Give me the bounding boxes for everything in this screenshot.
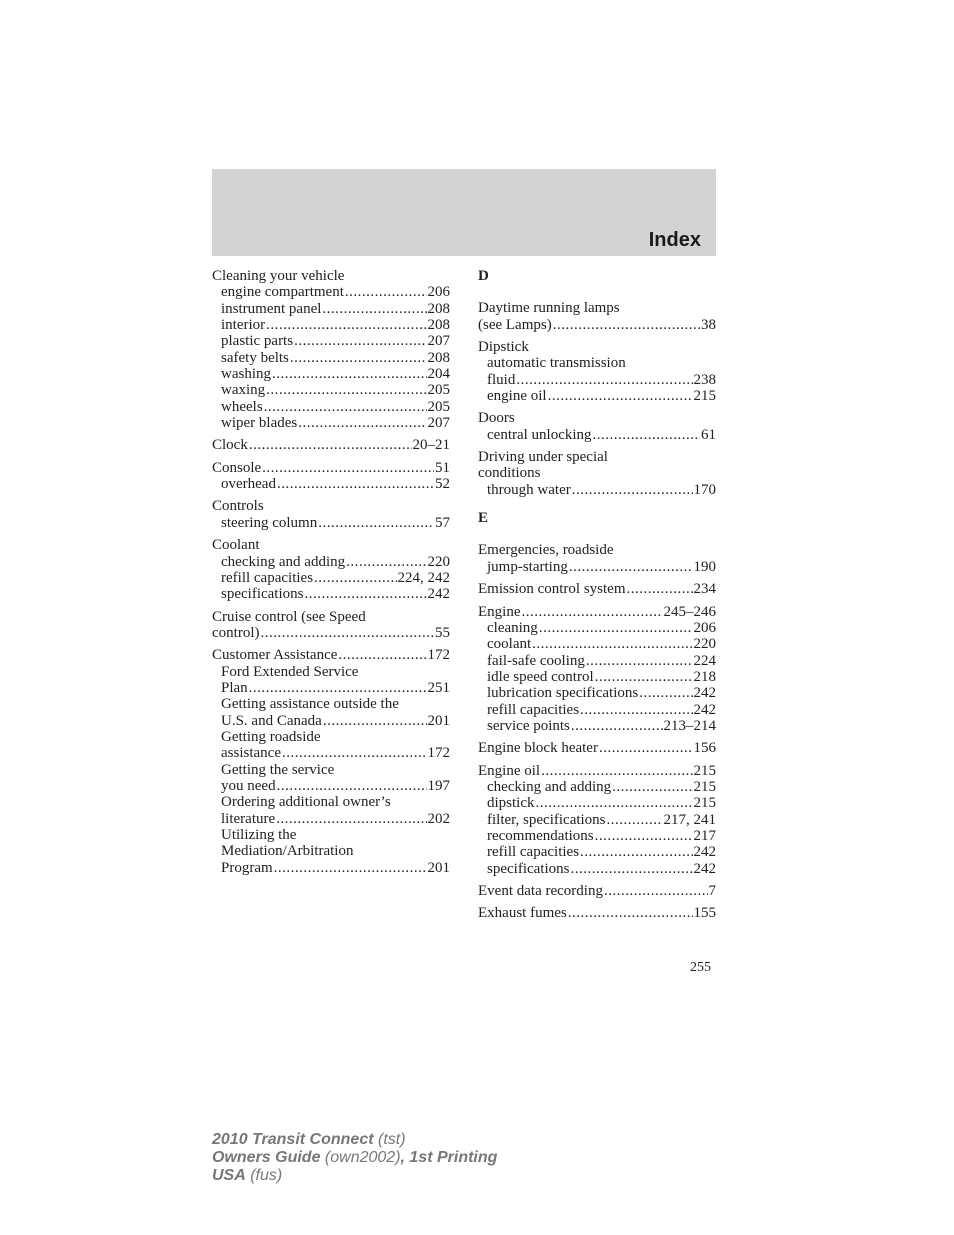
index-subentry bbox=[212, 366, 450, 382]
dot-leader bbox=[264, 399, 427, 415]
index-entry bbox=[478, 604, 716, 735]
dot-leader bbox=[276, 811, 426, 827]
entry-text: lubrication specifications bbox=[487, 685, 639, 702]
page-reference: 217 bbox=[693, 827, 716, 844]
index-subentry bbox=[478, 828, 716, 844]
entry-text: U.S. and Canada bbox=[221, 712, 322, 729]
index-subentry bbox=[212, 713, 450, 729]
entry-text: Doors bbox=[478, 410, 515, 427]
index-entry bbox=[212, 437, 450, 453]
index-entry bbox=[478, 905, 716, 921]
index-term bbox=[478, 317, 716, 333]
footer-line-3: USA (fus) bbox=[212, 1167, 283, 1184]
dot-leader bbox=[249, 437, 412, 453]
index-subentry bbox=[212, 317, 450, 333]
entry-text: Emission control system bbox=[478, 581, 626, 598]
entry-text: refill capacities bbox=[487, 844, 580, 861]
dot-leader bbox=[580, 844, 692, 860]
index-subentry bbox=[212, 476, 450, 492]
entry-text: through water bbox=[487, 481, 571, 498]
index-entry bbox=[212, 609, 450, 642]
index-subentry bbox=[212, 745, 450, 761]
page-reference: 215 bbox=[693, 762, 716, 779]
dot-leader bbox=[322, 301, 426, 317]
page-title: Index bbox=[648, 229, 701, 251]
index-subentry bbox=[478, 636, 716, 652]
dot-leader bbox=[294, 333, 426, 349]
entry-text: Getting the service bbox=[221, 761, 335, 778]
dot-leader bbox=[304, 586, 426, 602]
dot-leader bbox=[572, 482, 693, 498]
dot-leader bbox=[571, 718, 663, 734]
entry-text: specifications bbox=[221, 586, 304, 603]
index-subentry bbox=[478, 559, 716, 575]
entry-text: Exhaust fumes bbox=[478, 905, 567, 922]
entry-text: refill capacities bbox=[487, 701, 580, 718]
entry-text: Getting roadside bbox=[221, 728, 321, 745]
entry-text: Emergencies, roadside bbox=[478, 542, 614, 559]
index-subentry bbox=[478, 685, 716, 701]
dot-leader bbox=[569, 559, 693, 575]
entry-text: Plan bbox=[221, 679, 248, 696]
index-term bbox=[478, 740, 716, 756]
index-subentry bbox=[478, 844, 716, 860]
index-subentry bbox=[212, 696, 450, 712]
index-term bbox=[212, 625, 450, 641]
index-term bbox=[478, 581, 716, 597]
page-reference: 172 bbox=[427, 745, 450, 762]
entry-text: jump-starting bbox=[487, 558, 568, 575]
index-subentry bbox=[212, 843, 450, 859]
section-e-entries bbox=[478, 542, 716, 921]
page-reference: 238 bbox=[693, 371, 716, 388]
index-entry bbox=[478, 740, 716, 756]
entry-text: waxing bbox=[221, 382, 266, 399]
page-reference: 242 bbox=[693, 860, 716, 877]
entry-text: automatic transmission bbox=[487, 355, 626, 372]
entry-text: checking and adding bbox=[221, 553, 346, 570]
entry-text: safety belts bbox=[221, 349, 289, 366]
index-term bbox=[478, 449, 716, 465]
index-term bbox=[478, 465, 716, 481]
page-reference: 55 bbox=[435, 624, 450, 641]
dot-leader bbox=[345, 284, 427, 300]
entry-text: wiper blades bbox=[221, 415, 298, 432]
dot-leader bbox=[541, 763, 692, 779]
page-reference: 155 bbox=[693, 905, 716, 922]
page-reference: 206 bbox=[427, 284, 450, 301]
footer-line-1: 2010 Transit Connect (tst) bbox=[212, 1131, 406, 1148]
entry-text: Coolant bbox=[212, 537, 260, 554]
dot-leader bbox=[586, 653, 693, 669]
dot-leader bbox=[262, 460, 434, 476]
page-reference: 206 bbox=[693, 619, 716, 636]
index-entry bbox=[478, 339, 716, 404]
page-reference: 156 bbox=[693, 740, 716, 757]
dot-leader bbox=[599, 740, 693, 756]
entry-text: Console bbox=[212, 459, 262, 476]
footer-line-2: Owners Guide (own2002), 1st Printing bbox=[212, 1149, 498, 1166]
index-subentry bbox=[212, 333, 450, 349]
dot-leader bbox=[260, 625, 434, 641]
index-subentry bbox=[212, 729, 450, 745]
index-term bbox=[212, 647, 450, 663]
index-subentry bbox=[212, 382, 450, 398]
index-subentry bbox=[212, 680, 450, 696]
index-term bbox=[212, 268, 450, 284]
page-reference: 234 bbox=[693, 581, 716, 598]
dot-leader bbox=[274, 860, 427, 876]
page-reference: 242 bbox=[693, 844, 716, 861]
page-reference: 224 bbox=[693, 652, 716, 669]
entry-text: Mediation/Arbitration bbox=[221, 843, 354, 860]
index-term bbox=[478, 763, 716, 779]
index-entry bbox=[478, 883, 716, 899]
index-subentry bbox=[478, 861, 716, 877]
dot-leader bbox=[516, 372, 692, 388]
entry-text: literature bbox=[221, 810, 276, 827]
entry-text: Event data recording bbox=[478, 883, 603, 899]
dot-leader bbox=[595, 828, 693, 844]
dot-leader bbox=[277, 778, 427, 794]
index-term bbox=[478, 883, 716, 899]
index-entry bbox=[212, 460, 450, 493]
dot-leader bbox=[318, 515, 434, 531]
entry-text: Daytime running lamps bbox=[478, 300, 620, 317]
document-footer bbox=[212, 1131, 497, 1185]
page-reference: 7 bbox=[708, 883, 716, 899]
index-term bbox=[478, 542, 716, 558]
page-reference: 190 bbox=[693, 558, 716, 575]
page-reference: 170 bbox=[693, 481, 716, 498]
index-entry bbox=[478, 410, 716, 443]
entry-text: refill capacities bbox=[221, 569, 314, 586]
entry-text: specifications bbox=[487, 860, 570, 877]
index-term bbox=[212, 609, 450, 625]
index-subentry bbox=[478, 702, 716, 718]
page-reference: 205 bbox=[427, 398, 450, 415]
page-reference: 208 bbox=[427, 317, 450, 334]
page-reference: 215 bbox=[693, 388, 716, 405]
index-term bbox=[478, 339, 716, 355]
entry-text: you need bbox=[221, 777, 276, 794]
dot-leader bbox=[639, 685, 692, 701]
page-reference: 204 bbox=[427, 366, 450, 383]
dot-leader bbox=[290, 350, 427, 366]
dot-leader bbox=[548, 388, 693, 404]
index-subentry bbox=[478, 812, 716, 828]
index-subentry bbox=[212, 399, 450, 415]
entry-text: service points bbox=[487, 717, 570, 734]
index-subentry bbox=[212, 762, 450, 778]
index-entry bbox=[478, 763, 716, 877]
entry-text: Cruise control (see Speed bbox=[212, 608, 366, 625]
index-subentry bbox=[478, 620, 716, 636]
page-reference: 217, 241 bbox=[663, 811, 716, 828]
page-reference: 208 bbox=[427, 300, 450, 317]
page-reference: 208 bbox=[427, 349, 450, 366]
dot-leader bbox=[282, 745, 427, 761]
dot-leader bbox=[536, 795, 693, 811]
index-subentry bbox=[212, 554, 450, 570]
page-reference: 251 bbox=[427, 679, 450, 696]
dot-leader bbox=[314, 570, 396, 586]
page-reference: 224, 242 bbox=[397, 569, 450, 586]
page-reference: 213–214 bbox=[663, 717, 716, 734]
index-entry bbox=[478, 542, 716, 575]
page-reference: 38 bbox=[701, 316, 716, 333]
page-reference: 242 bbox=[427, 586, 450, 603]
page-reference: 207 bbox=[427, 415, 450, 432]
page-reference: 245–246 bbox=[663, 603, 716, 620]
entry-text: Driving under special bbox=[478, 449, 608, 466]
entry-text: conditions bbox=[478, 465, 541, 482]
dot-leader bbox=[346, 554, 426, 570]
index-subentry bbox=[478, 718, 716, 734]
index-subentry bbox=[212, 827, 450, 843]
entry-text: control) bbox=[212, 624, 260, 641]
index-subentry bbox=[212, 415, 450, 431]
index-term bbox=[478, 604, 716, 620]
page-reference: 197 bbox=[427, 777, 450, 794]
index-subentry bbox=[212, 794, 450, 810]
index-entry bbox=[212, 498, 450, 531]
entry-text: interior bbox=[221, 317, 266, 334]
index-subentry bbox=[212, 860, 450, 876]
dot-leader bbox=[272, 366, 427, 382]
index-subentry bbox=[212, 811, 450, 827]
entry-text: filter, specifications bbox=[487, 811, 606, 828]
index-term bbox=[212, 437, 450, 453]
entry-text: recommendations bbox=[487, 827, 594, 844]
index-entry bbox=[478, 449, 716, 498]
index-subentry bbox=[212, 586, 450, 602]
index-subentry bbox=[212, 778, 450, 794]
page-reference: 220 bbox=[693, 636, 716, 653]
index-term bbox=[212, 460, 450, 476]
dot-leader bbox=[580, 702, 692, 718]
dot-leader bbox=[338, 647, 426, 663]
page-reference: 205 bbox=[427, 382, 450, 399]
page-reference: 220 bbox=[427, 553, 450, 570]
index-subentry bbox=[478, 669, 716, 685]
dot-leader bbox=[539, 620, 693, 636]
index-subentry bbox=[212, 350, 450, 366]
page-reference: 61 bbox=[701, 426, 716, 443]
page-reference: 52 bbox=[435, 476, 450, 493]
header-band bbox=[212, 169, 716, 256]
index-entry bbox=[478, 300, 716, 333]
entry-text: Program bbox=[221, 859, 273, 876]
entry-text: coolant bbox=[487, 636, 532, 653]
dot-leader bbox=[277, 476, 434, 492]
entry-text: fluid bbox=[487, 371, 516, 388]
index-entry bbox=[212, 537, 450, 602]
entry-text: Ford Extended Service bbox=[221, 663, 359, 680]
page-reference: 202 bbox=[427, 810, 450, 827]
index-term bbox=[212, 498, 450, 514]
index-subentry bbox=[478, 482, 716, 498]
dot-leader bbox=[323, 713, 427, 729]
index-term bbox=[212, 537, 450, 553]
dot-leader bbox=[604, 883, 708, 899]
page-reference: 51 bbox=[435, 459, 450, 476]
page-reference: 201 bbox=[427, 712, 450, 729]
entry-text: idle speed control bbox=[487, 668, 594, 685]
entry-text: Ordering additional owner’s bbox=[221, 794, 391, 811]
dot-leader bbox=[568, 905, 693, 921]
section-d-entries bbox=[478, 300, 716, 498]
index-column-left bbox=[212, 268, 450, 882]
entry-text: dipstick bbox=[487, 795, 535, 812]
page-number: 255 bbox=[690, 960, 711, 975]
dot-leader bbox=[298, 415, 426, 431]
entry-text: Engine bbox=[478, 603, 521, 620]
index-subentry bbox=[478, 653, 716, 669]
entry-text: central unlocking bbox=[487, 426, 592, 443]
entry-text: Utilizing the bbox=[221, 827, 297, 843]
page-reference: 201 bbox=[427, 859, 450, 876]
page-reference: 218 bbox=[693, 668, 716, 685]
entry-text: Controls bbox=[212, 498, 264, 515]
index-subentry bbox=[478, 372, 716, 388]
page-reference: 172 bbox=[427, 647, 450, 664]
entry-text: plastic parts bbox=[221, 333, 294, 350]
section-letter-e: E bbox=[478, 510, 489, 527]
entry-text: checking and adding bbox=[487, 778, 612, 795]
index-term bbox=[478, 410, 716, 426]
entry-text: Cleaning your vehicle bbox=[212, 268, 345, 284]
dot-leader bbox=[595, 669, 693, 685]
page-reference: 20–21 bbox=[412, 437, 450, 454]
index-subentry bbox=[478, 355, 716, 371]
page-reference: 215 bbox=[693, 795, 716, 812]
entry-text: Engine oil bbox=[478, 762, 541, 779]
entry-text: instrument panel bbox=[221, 300, 322, 317]
entry-text: fail-safe cooling bbox=[487, 652, 585, 669]
entry-text: washing bbox=[221, 366, 271, 383]
section-letter-d: D bbox=[478, 268, 489, 284]
dot-leader bbox=[607, 812, 663, 828]
page-reference: 242 bbox=[693, 685, 716, 702]
index-subentry bbox=[478, 795, 716, 811]
index-subentry bbox=[212, 664, 450, 680]
entry-text: Dipstick bbox=[478, 339, 529, 356]
page-reference: 215 bbox=[693, 778, 716, 795]
index-subentry bbox=[212, 284, 450, 300]
dot-leader bbox=[266, 382, 426, 398]
entry-text: Customer Assistance bbox=[212, 647, 338, 664]
entry-text: wheels bbox=[221, 398, 263, 415]
index-term bbox=[478, 300, 716, 316]
dot-leader bbox=[553, 317, 700, 333]
entry-text: overhead bbox=[221, 476, 276, 493]
entry-text: Engine block heater bbox=[478, 740, 598, 757]
page-reference: 207 bbox=[427, 333, 450, 350]
entry-text: engine oil bbox=[487, 388, 547, 405]
dot-leader bbox=[627, 581, 693, 597]
dot-leader bbox=[593, 427, 700, 443]
entry-text: assistance bbox=[221, 745, 281, 762]
entry-text: cleaning bbox=[487, 619, 538, 636]
dot-leader bbox=[570, 861, 692, 877]
index-subentry bbox=[478, 427, 716, 443]
page-reference: 57 bbox=[435, 514, 450, 531]
entry-text: Clock bbox=[212, 437, 248, 454]
dot-leader bbox=[522, 604, 663, 620]
index-subentry bbox=[212, 570, 450, 586]
index-subentry bbox=[478, 779, 716, 795]
index-term bbox=[478, 905, 716, 921]
dot-leader bbox=[266, 317, 426, 333]
entry-text: steering column bbox=[221, 514, 318, 531]
entry-text: Getting assistance outside the bbox=[221, 696, 399, 713]
dot-leader bbox=[249, 680, 427, 696]
entry-text: (see Lamps) bbox=[478, 316, 552, 333]
dot-leader bbox=[532, 636, 692, 652]
index-subentry bbox=[212, 515, 450, 531]
index-column-right bbox=[478, 268, 716, 928]
entry-text: engine compartment bbox=[221, 284, 344, 301]
index-entry bbox=[212, 268, 450, 431]
index-entry bbox=[478, 581, 716, 597]
dot-leader bbox=[612, 779, 692, 795]
page-reference: 242 bbox=[693, 701, 716, 718]
index-subentry bbox=[212, 301, 450, 317]
index-entry bbox=[212, 647, 450, 876]
index-subentry bbox=[478, 388, 716, 404]
